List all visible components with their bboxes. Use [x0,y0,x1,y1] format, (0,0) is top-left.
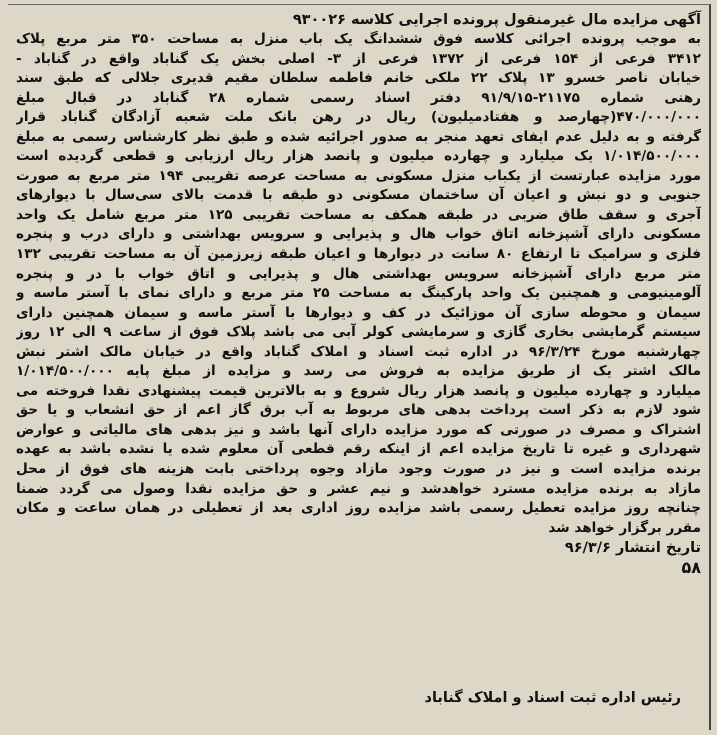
notice-body-line: خیابان ناصر خسرو ۱۳ پلاک ۲۲ ملکی خانم فاطمه سلطان مقیم قدیری جلالی که طبق سند [16,70,701,87]
notice-body [16,30,701,538]
notice-body-line: شهرداری و غیره تا تاریخ مزایده اعم از اینکه رقم قطعی آن معلوم شده یا نشده باشد به عهده [16,441,701,458]
publication-date: تاریخ انتشار ۹۶/۳/۶ [564,540,701,557]
notice-body-line: مازاد به برنده مزایده مسترد خواهدشد و نیم عشر و حق مزایده نقدا وصول می گردد ضمنا [16,480,701,497]
notice-body-line: میلیارد و چهارده میلیون و پانصد هزار ریال شروع و به بالاترین قیمت پیشنهادی نقدا فروخته می [16,382,701,399]
notice-body-line: گرفته و به دلیل عدم ایفای تعهد منجر به صدور اجرائیه شده و طبق نظر کارشناس رسمی به مبلغ [16,128,701,145]
notice-body-line: آجری و سقف طاق ضربی در طبقه همکف به مساحت تقریبی ۱۲۵ متر مربع شامل یک واحد [16,206,701,223]
notice-body-line: سیستم گرمایشی بخاری گازی و سرمایشی کولر آبی می باشد پلاک فوق از ساعت ۹ الی ۱۲ روز [16,324,701,341]
notice-body-line: ۴۷۰/۰۰۰/۰۰۰(چهارصد و هفتادمیلیون) ریال در رهن بانک ملت شعبه آزادگان گناباد قرار [16,109,701,126]
notice-body-line: برنده مزایده است و نیز در صورت وجود مازاد وجوه پرداختی بابت هزینه های فوق از محل [16,461,701,478]
notice-body-line: ۱/۰۱۴/۵۰۰/۰۰۰ یک میلیارد و چهارده میلیون و پانصد هزار ریال ارزیابی و قطعی گردیده است [16,148,701,165]
notice-body-line: شود لازم به ذکر است پرداخت بدهی های مربوط به آب برق گاز اعم از حق انشعاب و یا حق [16,402,701,419]
notice-body-line: اشتراک و مصرف در صورتی که مورد مزایده دارای آنها باشد و نیز بدهی های مالیاتی و عوارض [16,421,701,438]
notice-body-line: متر مربع دارای آشپزخانه سرویس بهداشتی هال و پذیرایی و اتاق خواب با در و پنجره [16,265,701,282]
notice-title: آگهی مزایده مال غیرمنقول پرونده اجرایی کلاسه ۹۳۰۰۲۶ [292,12,701,28]
notice-body-line: مالک اشتر یک از طریق مزایده به فروش می رسد و مزایده از مبلغ پایه ۱/۰۱۴/۵۰۰/۰۰۰ [16,363,701,380]
notice-body-line: مورد مزایده عبارتست از یکباب منزل مسکونی به مساحت عرصه تقریبی ۱۹۴ متر مربع به صورت [16,167,701,184]
notice-body-line: مقرر برگزار خواهد شد [548,519,701,536]
notice-body-line: رهنی شماره ۲۱۱۷۵-۹۱/۹/۱۵ دفتر اسناد رسمی شماره ۲۸ گناباد در قبال مبلغ [16,89,701,106]
signature-line: رئیس اداره ثبت اسناد و املاک گناباد [424,690,681,706]
notice-body-line: آلومینیومی و همچنین یک واحد پارکینگ به مساحت ۲۵ متر مربع و دارای نمای با آستر ماسه و [16,285,701,302]
notice-body-line: سیمان و محوطه سازی آن موزائیک در کف و دیوارها با آستر ماسه و سیمان همچنین دارای [16,304,701,321]
notice-body-line: ۳۴۱۲ فرعی از ۱۵۴ فرعی از ۱۳۷۲ فرعی از ۳- اصلی بخش یک گناباد واقع در گناباد - [16,50,701,67]
notice-body-line: مسکونی دارای آشپزخانه اتاق خواب هال و پذیرایی و سرویس بهداشتی و دارای درب و پنجره [16,226,701,243]
notice-body-line: فلزی و سرامیک تا ارتفاع ۸۰ سانت در دیوارها و اعیان طبقه زیرزمین آن به مساحت تقریبی ۱۳۲ [16,246,701,263]
notice-body-line: جنوبی و دو نبش و اعیان آن ساختمان مسکونی دو طبقه با قدمت بالای سی‌سال با دیوارهای [16,187,701,204]
notice-body-line: چنانچه روز مزایده تعطیل رسمی باشد مزایده روز اداری بعد از تعطیلی در همان ساعت و مکان [16,500,701,517]
notice-body-line: به موجب پرونده اجرائی کلاسه فوق ششدانگ یک باب منزل به مساحت ۳۵۰ متر مربع پلاک [16,31,701,47]
notice-body-line: چهارشنبه مورخ ۹۶/۳/۲۴ در اداره ثبت اسناد و املاک گناباد واقع در خیابان مالک اشتر نبش [16,343,701,360]
reference-number: ۵۸ [681,558,701,578]
